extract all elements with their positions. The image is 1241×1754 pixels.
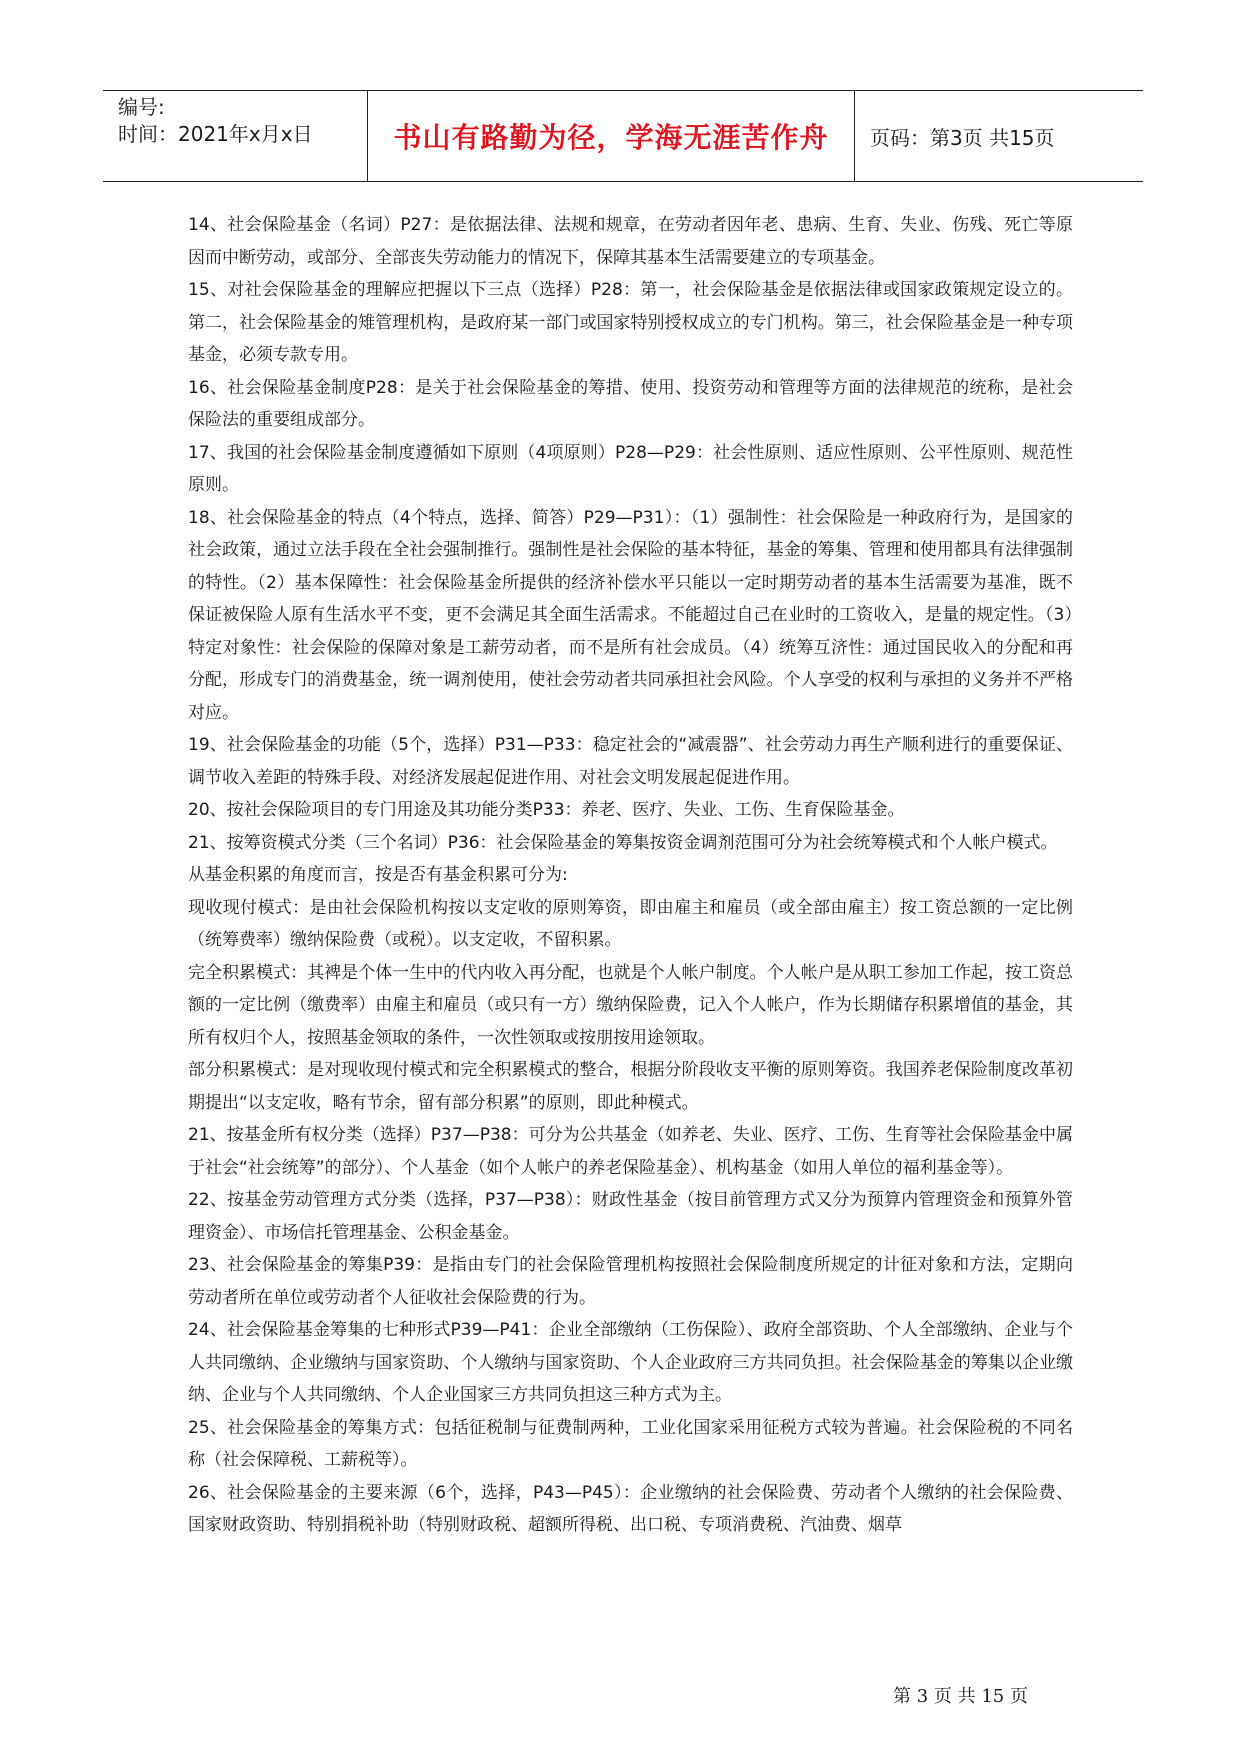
paragraph: 22、按基金劳动管理方式分类（选择，P37—P38）：财政性基金（按目前管理方式又分为预算内管理资金和预算外管理资金）、市场信托管理基金、公积金基金。 — [188, 1190, 1073, 1243]
paragraph: 20、按社会保险项目的专门用途及其功能分类P33：养老、医疗、失业、工伤、生育保险基金。 — [188, 800, 905, 820]
paragraph: 从基金积累的角度而言，按是否有基金积累可分为: — [188, 865, 568, 885]
paragraph: 14、社会保险基金（名词）P27：是依据法律、法规和规章，在劳动者因年老、患病、生育、失业、伤残、死亡等原因而中断劳动，或部分、全部丧失劳动能力的情况下，保障其基本生活需要建立的专项基金。 — [188, 215, 1073, 268]
paragraph: 18、社会保险基金的特点（4个特点，选择、简答）P29—P31）：（1）强制性：社会保险是一种政府行为，是国家的社会政策，通过立法手段在全社会强制推行。强制性是社会保险的基本特征，基金的筹集、管理和使用都具有法律强制的特性。（2）基本保障性：社会保险基金所提供的经济补偿水平只能以一定时期劳动者的基本生活需要为基准，既不保证被保险人原有生活水平不变，更不会满足其全面生活需求。不能超过自己在业时的工资收入，是量的规定性。（3）特定对象性：社会保险的保障对象是工薪劳动者，而不是所有社会成员。（4）统筹互济性：通过国民收入的分配和再分配，形成专门的消费基金，统一调剂使用，使社会劳动者共同承担社会风险。个人享受的权利与承担的义务并不严格对应。 — [188, 507, 1073, 723]
paragraph: 16、社会保险基金制度P28：是关于社会保险基金的筹措、使用、投资劳动和管理等方面的法律规范的统称，是社会保险法的重要组成部分。 — [188, 377, 1073, 430]
motto: 书山有路勤为径，学海无涯苦作舟 — [393, 121, 829, 154]
paragraph: 完全积累模式：其裨是个体一生中的代内收入再分配，也就是个人帐户制度。个人帐户是从职工参加工作起，按工资总额的一定比例（缴费率）由雇主和雇员（或只有一方）缴纳保险费，记入个人帐户，作为长期储存积累增值的基金，其所有权归个人，按照基金领取的条件，一次性领取或按朋按用途领取。 — [188, 962, 1073, 1048]
page-footer: 第 3 页 共 15 页 — [893, 1686, 1028, 1707]
paragraph: 21、按筹资模式分类（三个名词）P36：社会保险基金的筹集按资金调剂范围可分为社会统筹模式和个人帐户模式。 — [188, 832, 1058, 853]
paragraph: 17、我国的社会保险基金制度遵循如下原则（4项原则）P28—P29：社会性原则、适应性原则、公平性原则、规范性原则。 — [188, 442, 1073, 495]
number-label: 编号: — [118, 95, 165, 119]
paragraph: 19、社会保险基金的功能（5个，选择）P31—P33：稳定社会的“减震器”、社会劳动力再生产顺利进行的重要保证、调节收入差距的特殊手段、对经济发展起促进作用、对社会文明发展起促进作用。 — [188, 735, 1073, 788]
page-code: 页码：第3页 共15页 — [870, 125, 1055, 150]
header-page-cell — [855, 91, 1143, 181]
header-motto-cell — [368, 91, 855, 181]
document-body — [188, 209, 1073, 1542]
header-meta — [103, 91, 368, 181]
page-header — [103, 90, 1143, 182]
paragraph: 25、社会保险基金的筹集方式：包括征税制与征费制两种，工业化国家采用征税方式较为普遍。社会保险税的不同名称（社会保障税、工薪税等）。 — [188, 1417, 1073, 1470]
paragraph: 26、社会保险基金的主要来源（6个，选择，P43—P45）：企业缴纳的社会保险费、劳动者个人缴纳的社会保险费、国家财政资助、特别捐税补助（特别财政税、超额所得税、出口税、专项消费税、汽油费、烟草 — [188, 1482, 1073, 1535]
time-label: 时间：2021年x月x日 — [118, 122, 313, 146]
paragraph: 23、社会保险基金的筹集P39：是指由专门的社会保险管理机构按照社会保险制度所规定的计征对象和方法，定期向劳动者所在单位或劳动者个人征收社会保险费的行为。 — [188, 1255, 1073, 1308]
paragraph: 21、按基金所有权分类（选择）P37—P38：可分为公共基金（如养老、失业、医疗、工伤、生育等社会保险基金中属于社会“社会统筹”的部分）、个人基金（如个人帐户的养老保险基金）、机构基金（如用人单位的福利基金等）。 — [188, 1125, 1073, 1178]
paragraph: 24、社会保险基金筹集的七种形式P39—P41：企业全部缴纳（工伤保险）、政府全部资助、个人全部缴纳、企业与个人共同缴纳、企业缴纳与国家资助、个人缴纳与国家资助、个人企业政府三方共同负担。社会保险基金的筹集以企业缴纳、企业与个人共同缴纳、个人企业国家三方共同负担这三种方式为主。 — [188, 1320, 1073, 1405]
paragraph: 现收现付模式：是由社会保险机构按以支定收的原则筹资，即由雇主和雇员（或全部由雇主）按工资总额的一定比例（统筹费率）缴纳保险费（或税）。以支定收，不留积累。 — [188, 897, 1073, 950]
paragraph: 部分积累模式：是对现收现付模式和完全积累模式的整合，根据分阶段收支平衡的原则筹资。我国养老保险制度改革初期提出“以支定收，略有节余，留有部分积累”的原则，即此种模式。 — [188, 1060, 1073, 1113]
paragraph: 15、对社会保险基金的理解应把握以下三点（选择）P28：第一，社会保险基金是依据法律或国家政策规定设立的。第二，社会保险基金的雉管理机构，是政府某一部门或国家特别授权成立的专门机构。第三，社会保险基金是一种专项基金，必须专款专用。 — [188, 280, 1073, 365]
